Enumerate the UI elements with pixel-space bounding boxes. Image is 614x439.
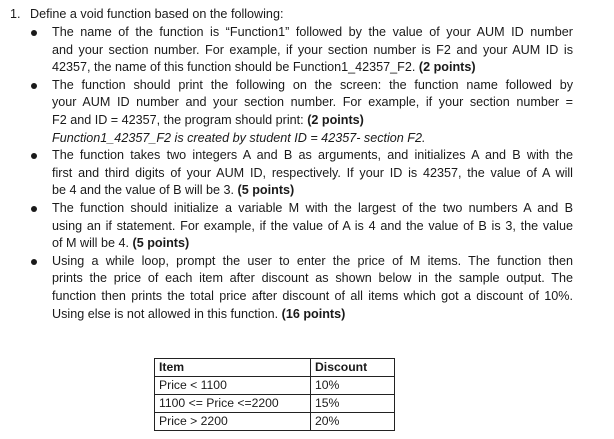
table-row [155, 395, 395, 413]
requirement-line: The function takes two integers A and B as arguments, and initializes A and B with the [52, 148, 573, 163]
table-row [155, 377, 395, 395]
points-label: (2 points) [307, 112, 364, 127]
table-cell-item: Price > 2200 [155, 413, 311, 431]
table-cell-discount: 10% [311, 377, 395, 395]
bullet-dot-icon [31, 259, 37, 265]
requirement-line: 42357, the name of this function should be Function1_42357_F2. [52, 60, 416, 75]
table-header-row [155, 359, 395, 377]
requirement-line: of M will be 4. [52, 236, 129, 251]
requirement-line: your AUM ID number and your section number. For example, if your section number = [52, 95, 573, 110]
discount-table [154, 358, 395, 431]
requirement-line: F2 and ID = 42357, the program should print: [52, 112, 304, 127]
points-label: (16 points) [281, 306, 346, 321]
discount-table-wrapper [154, 358, 395, 431]
table-cell-discount: 20% [311, 413, 395, 431]
question-heading [10, 5, 283, 23]
table-cell-item: 1100 <= Price <=2200 [155, 395, 311, 413]
requirement-line: The name of the function is “Function1” followed by the value of your AUM ID number [52, 25, 573, 39]
bullet-dot-icon [31, 206, 37, 212]
requirement-item [31, 147, 573, 200]
requirement-line: function then prints the total price after discount of all items which got a discount of 10%. [52, 288, 573, 303]
sample-output: Function1_42357_F2 is created by student ID = 42357- section F2. [52, 130, 426, 145]
requirement-item [31, 77, 573, 147]
requirements-list [31, 24, 573, 323]
bullet-dot-icon [31, 153, 37, 159]
requirement-line: The function should print the following on the screen: the function name followed by [52, 77, 573, 92]
points-label: (5 points) [132, 236, 190, 251]
bullet-dot-icon [31, 30, 37, 36]
table-cell-item: Price < 1100 [155, 377, 311, 395]
points-label: (2 points) [418, 60, 476, 75]
requirement-line: be 4 and the value of B will be 3. [52, 183, 235, 198]
requirement-item [31, 24, 573, 77]
requirement-item [31, 200, 573, 253]
table-header-discount: Discount [311, 359, 395, 377]
requirement-line: and your section number. For example, if your section number is F2 and your AUM ID is [52, 42, 573, 57]
question-title: Define a void function based on the following: [30, 7, 284, 21]
table-cell-discount: 15% [311, 395, 395, 413]
requirement-item [31, 253, 573, 323]
requirement-line: using an if statement. For example, if the value of A is 4 and the value of B is 3, the value [52, 218, 573, 233]
requirement-line: first and third digits of your AUM ID, respectively. If your ID is 42357, the value of A will [52, 165, 573, 180]
table-row [155, 413, 395, 431]
requirement-line: prints the price of each item after discount as shown below in the sample output. The [52, 271, 573, 286]
requirement-line: Using a while loop, prompt the user to enter the price of M items. The function then [52, 253, 573, 268]
requirement-line: The function should initialize a variable M with the largest of the two numbers A and B [52, 200, 573, 215]
requirement-line: Using else is not allowed in this function. [52, 306, 279, 321]
points-label: (5 points) [237, 183, 295, 198]
question-number: 1. [10, 7, 21, 21]
bullet-dot-icon [31, 83, 37, 89]
table-header-item: Item [155, 359, 311, 377]
